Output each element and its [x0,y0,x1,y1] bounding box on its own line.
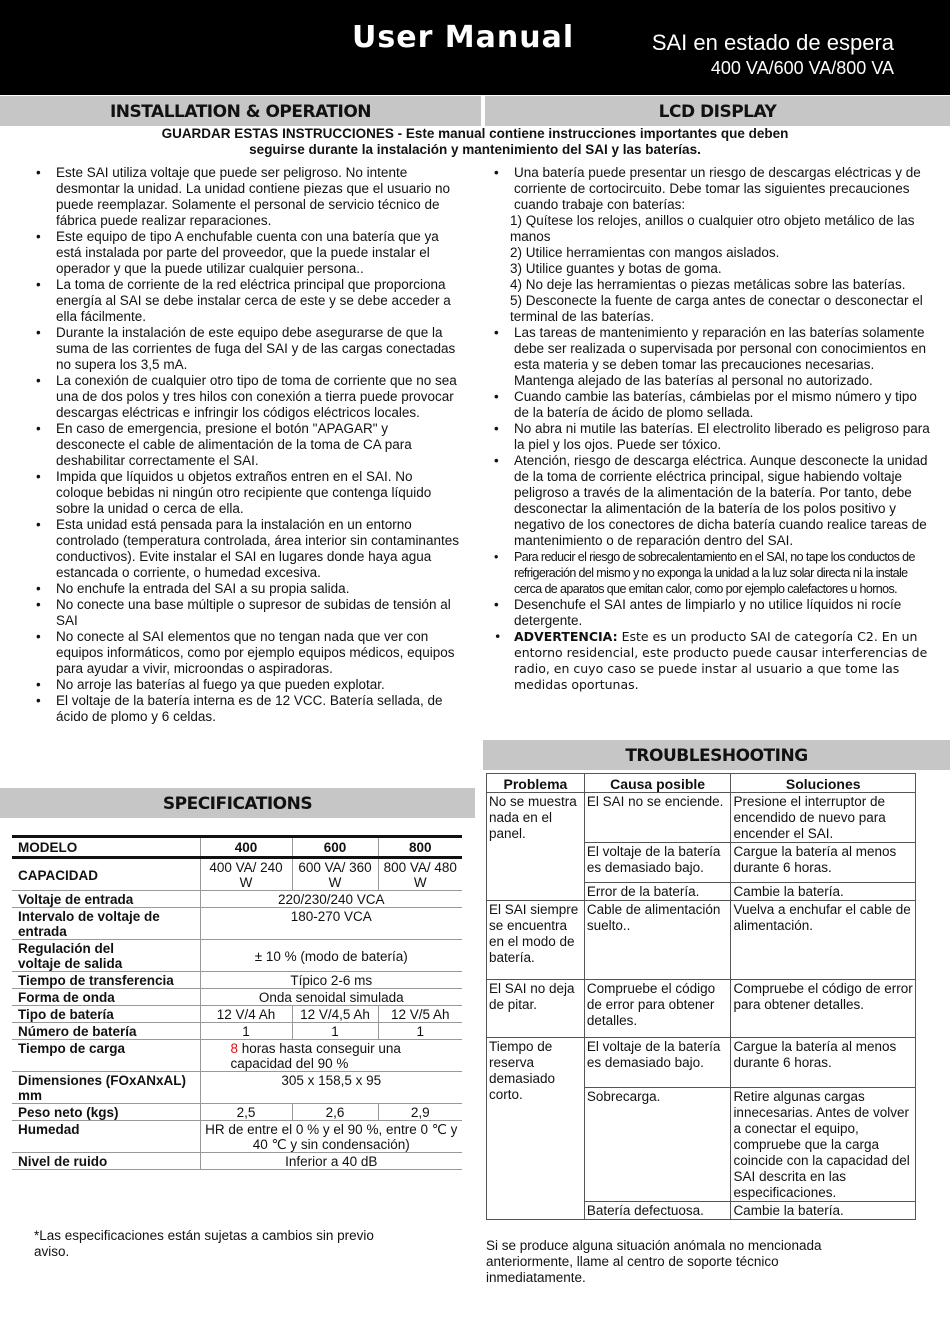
dimensions-value: 305 x 158,5 x 95 [200,1072,462,1104]
precaution-item: 3) Utilice guantes y botas de goma. [510,261,722,276]
product-subtitle: SAI en estado de espera [651,30,894,55]
warning-label: ADVERTENCIA: [514,629,618,644]
trouble-row [487,980,916,1038]
spec-row-humidity [12,1121,462,1153]
installation-bullet: • No conecte una base múltiple o supresor de subidas de tensión al SAI [32,597,460,629]
section-troubleshooting: TROUBLESHOOTING [483,740,950,770]
installation-bullet: • Esta unidad está pensada para la instalación en un entorno controlado (temperatura controlada, área interior sin contaminantes conductivos). Evite instalar el SAI en lugares donde haya agua estancada o corriente, o humedad excesiva. [32,517,460,581]
solution-cell: Cambie la batería. [731,1202,916,1220]
battery-count-400: 1 [200,1023,292,1040]
charge-label: Tiempo de carga [18,1041,126,1056]
spec-row-waveform [12,989,462,1006]
humidity-label: Humedad [18,1122,80,1137]
maintenance-bullet: • Las tareas de mantenimiento y reparación en las baterías solamente debe ser realizada o supervisada por personal con conocimientos en esta materia y se deben tomar las precauciones necesarias. Mantenga alejado de las baterías al personal no autorizado. [490,325,935,389]
precaution-item: 4) No deje las herramientas o piezas metálicas sobre las baterías. [510,277,906,292]
capacity-800: 800 VA/ 480 W [378,858,462,891]
installation-bullet: • Durante la instalación de este equipo debe asegurarse de que la suma de las corrientes de fuga del SAI y de las cargas conectadas no supera los 3,5 mA. [32,325,460,373]
regulation-value: ± 10 % (modo de batería) [200,940,462,972]
spec-footnote: *Las especificaciones están sujetas a cambios sin previo aviso. [34,1228,374,1259]
cause-cell: El voltaje de la batería es demasiado bajo. [584,1038,731,1088]
overheat-bullet: • Para reducir el riesgo de sobrecalentamiento en el SAI, no tape los conductos de refrigeración del mismo y no exponga la unidad a la luz solar directa ni la instale cerca de aparatos que emitan calor, como por ejemplo calefactores u hornos. [490,549,935,597]
specifications-table [12,835,462,1170]
trouble-row [487,1038,916,1088]
precaution-item: 2) Utilice herramientas con mangos aislados. [510,245,780,260]
installation-bullet: • En caso de emergencia, presione el botón "APAGAR" y desconecte el cable de alimentación de la toma de CA para deshabilitar correctamente el SAI. [32,421,460,469]
installation-bullet: • No conecte al SAI elementos que no tengan nada que ver con equipos informáticos, como por ejemplo equipos médicos, equipos para ayudar a vivir, microondas o aspiradoras. [32,629,460,677]
problem-cell: Tiempo de reserva demasiado corto. [487,1038,585,1220]
battery-count-800: 1 [378,1023,462,1040]
spec-row-battery-count [12,1023,462,1040]
transfer-value: Típico 2-6 ms [200,972,462,989]
noise-label: Nivel de ruido [18,1154,108,1169]
input-voltage-value: 220/230/240 VCA [200,891,462,908]
do-not-open-bullet: • No abra ni mutile las baterías. El electrolito liberado es peligroso para la piel y los ojos. Puede ser tóxico. [490,421,935,453]
model-400: 400 [200,837,292,858]
warning-text: Este es un producto SAI de categoría C2. En un entorno residencial, este producto puede causar interferencias de radio, en cuyo caso se puede instar al usuario a que tome las medidas oportunas. [514,629,928,692]
trouble-row [487,901,916,980]
cause-cell: Compruebe el código de error para obtener detalles. [584,980,731,1038]
charge-hours: 8 [230,1041,239,1056]
cause-cell: El voltaje de la batería es demasiado bajo. [584,843,731,883]
cleaning-bullet: • Desenchufe el SAI antes de limpiarlo y no utilice líquidos ni rocíe detergente. [490,597,935,629]
capacity-400: 400 VA/ 240 W [200,858,292,891]
weight-label: Peso neto (kgs) [18,1105,119,1120]
problem-cell: No se muestra nada en el panel. [487,793,585,901]
header-problem: Problema [487,774,585,793]
shock-risk-bullet: • Atención, riesgo de descarga eléctrica. Aunque desconecte la unidad de la toma de corriente eléctrica principal, sigue habiendo voltaje peligroso a través de la alimentación de la batería. Por tanto, debe desconectar la alimentación de la batería de los polos positivo y negativo de los conectores de dicha batería cuando realice tareas de mantenimiento o de reparación dentro del SAI. [490,453,935,549]
capacity-label: CAPACIDAD [18,867,98,883]
cause-cell: Sobrecarga. [584,1088,731,1202]
notice-line-2: seguirse durante la instalación y mantenimiento del SAI y las baterías. [249,142,701,157]
installation-bullet: • No arroje las baterías al fuego ya que pueden explotar. [32,677,460,693]
section-specifications: SPECIFICATIONS [0,788,475,818]
spec-row-input-voltage [12,891,462,908]
cause-cell: Batería defectuosa. [584,1202,731,1220]
battery-type-600: 12 V/4,5 Ah [292,1006,378,1023]
spec-row-transfer [12,972,462,989]
cause-cell: Cable de alimentación suelto.. [584,901,731,980]
trouble-row [487,793,916,843]
spec-row-model [12,837,462,858]
solution-cell: Presione el interruptor de encendido de nuevo para encender el SAI. [731,793,916,843]
charge-value [200,1040,462,1072]
solution-cell: Cambie la batería. [731,883,916,901]
model-800: 800 [378,837,462,858]
waveform-value: Onda senoidal simulada [200,989,462,1006]
battery-count-label: Número de batería [18,1024,137,1039]
problem-cell: El SAI siempre se encuentra en el modo de batería. [487,901,585,980]
spec-row-input-range [12,908,462,940]
battery-count-600: 1 [292,1023,378,1040]
spec-row-charge [12,1040,462,1072]
header-cause: Causa posible [584,774,731,793]
waveform-label: Forma de onda [18,990,115,1005]
trouble-footnote: Si se produce alguna situación anómala no mencionada anteriormente, llame al centro de soporte técnico inmediatamente. [486,1238,822,1285]
battery-bullets [490,165,935,693]
spec-row-weight [12,1104,462,1121]
precaution-item: 5) Desconecte la fuente de carga antes de conectar o desconectar el terminal de las baterías. [510,293,923,324]
model-label: MODELO [12,837,200,858]
cause-cell: Error de la batería. [584,883,731,901]
battery-type-800: 12 V/5 Ah [378,1006,462,1023]
charge-text: horas hasta conseguir una capacidad del 90 % [230,1041,401,1071]
spec-row-battery-type [12,1006,462,1023]
solution-cell: Cargue la batería al menos durante 6 horas. [731,1038,916,1088]
section-installation: INSTALLATION & OPERATION [0,96,481,126]
installation-bullet: • La toma de corriente de la red eléctrica principal que proporciona energía al SAI se debe instalar cerca de este y se debe acceder a ella fácilmente. [32,277,460,325]
manual-title: User Manual [352,20,575,55]
installation-bullet: • La conexión de cualquier otro tipo de toma de corriente que no sea una de dos polos y tres hilos con conexión a tierra puede provocar descargas eléctricas e infringir los códigos eléctricos locales. [32,373,460,421]
dimensions-label: Dimensiones (FOxANxAL) mm [18,1073,187,1103]
input-range-value: 180-270 VCA [200,908,462,940]
installation-bullet: • Este equipo de tipo A enchufable cuenta con una batería que ya está instalada por parte del proveedor, que la puede instalar el operador y que la puede utilizar cualquier persona.. [32,229,460,277]
troubleshooting-table [486,773,916,1220]
warning-bullet [490,629,935,693]
battery-risk-bullet: • Una batería puede presentar un riesgo de descargas eléctricas y de corriente de cortocircuito. Debe tomar las siguientes precauciones cuando trabaje con baterías: [490,165,935,213]
noise-value: Inferior a 40 dB [200,1153,462,1170]
installation-bullet: • El voltaje de la batería interna es de 12 VCC. Batería sellada, de ácido de plomo y 6 celdas. [32,693,460,725]
cause-cell: El SAI no se enciende. [584,793,731,843]
battery-type-400: 12 V/4 Ah [200,1006,292,1023]
weight-800: 2,9 [378,1104,462,1121]
spec-row-dimensions [12,1072,462,1104]
transfer-label: Tiempo de transferencia [18,973,174,988]
regulation-label: Regulación del voltaje de salida [18,941,123,971]
weight-600: 2,6 [292,1104,378,1121]
notice-line-1: GUARDAR ESTAS INSTRUCCIONES - Este manual contiene instrucciones importantes que deben [161,126,789,141]
header-solutions: Soluciones [731,774,916,793]
model-600: 600 [292,837,378,858]
section-lcd-display: LCD DISPLAY [485,96,950,126]
installation-bullet: • Este SAI utiliza voltaje que puede ser peligroso. No intente desmontar la unidad. La unidad contiene piezas que el usuario no puede reemplazar. Solamente el personal de servicio técnico de fábrica puede realizar reparaciones. [32,165,460,229]
product-models: 400 VA/600 VA/800 VA [710,58,894,78]
header-banner [0,0,950,95]
problem-cell: El SAI no deja de pitar. [487,980,585,1038]
battery-type-label: Tipo de batería [18,1007,114,1022]
spec-row-regulation [12,940,462,972]
solution-cell: Vuelva a enchufar el cable de alimentación. [731,901,916,980]
precaution-item: 1) Quítese los relojes, anillos o cualquier otro objeto metálico de las manos [510,213,915,244]
weight-400: 2,5 [200,1104,292,1121]
replace-battery-bullet: • Cuando cambie las baterías, cámbielas por el mismo número y tipo de la batería de ácido de plomo sellada. [490,389,935,421]
spec-row-noise [12,1153,462,1170]
save-instructions-notice [60,126,890,158]
installation-bullets [32,165,460,725]
spec-row-capacity [12,858,462,891]
solution-cell: Retire algunas cargas innecesarias. Antes de volver a conectar el equipo, compruebe que la carga coincide con la capacidad del SAI descrita en las especificaciones. [731,1088,916,1202]
installation-bullet: • No enchufe la entrada del SAI a su propia salida. [32,581,460,597]
humidity-value: HR de entre el 0 % y el 90 %, entre 0 ℃ y 40 ℃ y sin condensación) [200,1121,462,1153]
input-range-label: Intervalo de voltaje de entrada [18,909,160,939]
installation-bullet: • Impida que líquidos u objetos extraños entren en el SAI. No coloque bebidas ni ningún otro recipiente que contenga líquido sobre la unidad o cerca de ella. [32,469,460,517]
input-voltage-label: Voltaje de entrada [18,892,134,907]
capacity-600: 600 VA/ 360 W [292,858,378,891]
solution-cell: Cargue la batería al menos durante 6 horas. [731,843,916,883]
solution-cell: Compruebe el código de error para obtener detalles. [731,980,916,1038]
